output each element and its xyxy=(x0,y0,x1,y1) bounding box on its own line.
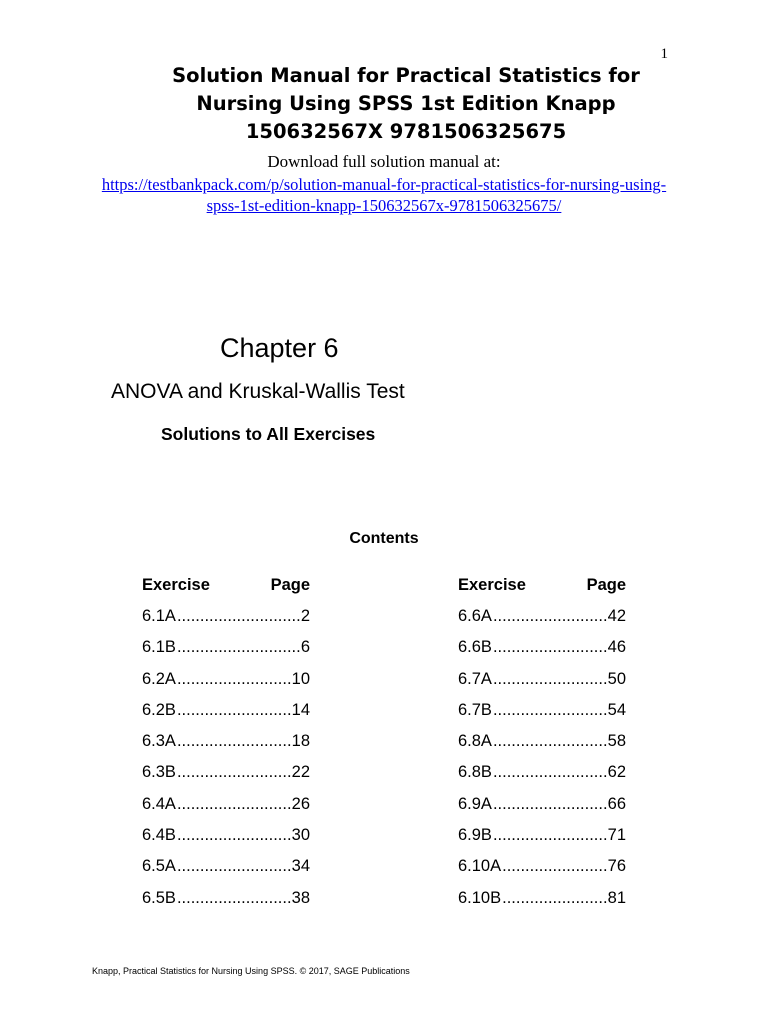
toc-page: 62 xyxy=(607,763,626,782)
toc-row[interactable] xyxy=(458,763,626,794)
toc-leader xyxy=(177,701,291,720)
toc-header-page: Page xyxy=(586,576,626,594)
toc-leader xyxy=(177,763,291,782)
toc-page: 34 xyxy=(291,857,310,876)
toc-page: 38 xyxy=(291,888,310,907)
toc-row[interactable] xyxy=(142,732,310,763)
chapter-heading: Chapter 6 xyxy=(220,333,339,363)
toc-page: 50 xyxy=(607,669,626,688)
toc-page: 58 xyxy=(607,732,626,751)
contents-heading: Contents xyxy=(349,530,419,547)
toc-page: 71 xyxy=(607,826,626,845)
toc-exercise: 6.9A xyxy=(458,794,492,813)
toc-exercise: 6.10B xyxy=(458,888,502,907)
toc-exercise: 6.5A xyxy=(142,857,176,876)
toc-leader xyxy=(493,763,607,782)
toc-page: 54 xyxy=(607,700,626,719)
toc-exercise: 6.7A xyxy=(458,669,492,688)
toc-header-exercise: Exercise xyxy=(142,576,210,594)
title-line: 150632567X 9781506325675 xyxy=(245,120,567,143)
toc-row[interactable] xyxy=(142,701,310,732)
download-label: Download full solution manual at: xyxy=(267,152,501,171)
page-footer: Knapp, Practical Statistics for Nursing Using SPSS. © 2017, SAGE Publications xyxy=(92,966,410,976)
toc-page: 26 xyxy=(291,794,310,813)
toc-row[interactable] xyxy=(458,607,626,638)
toc-row[interactable] xyxy=(458,795,626,826)
toc-leader xyxy=(493,701,607,720)
toc-page: 10 xyxy=(291,669,310,688)
toc-exercise: 6.9B xyxy=(458,826,492,845)
toc-row[interactable] xyxy=(142,638,310,669)
toc-leader xyxy=(493,638,607,657)
toc-exercise: 6.3A xyxy=(142,732,176,751)
toc-exercise: 6.2A xyxy=(142,669,176,688)
toc-row[interactable] xyxy=(458,638,626,669)
toc-exercise: 6.6A xyxy=(458,607,492,625)
title-line: Solution Manual for Practical Statistics for xyxy=(172,64,640,87)
toc-header-exercise: Exercise xyxy=(458,576,526,594)
toc-column-right xyxy=(458,576,626,920)
toc-exercise: 6.7B xyxy=(458,700,492,719)
solutions-heading: Solutions to All Exercises xyxy=(161,424,376,444)
toc-row[interactable] xyxy=(142,763,310,794)
toc-exercise: 6.6B xyxy=(458,638,492,657)
toc-row[interactable] xyxy=(458,732,626,763)
toc-row[interactable] xyxy=(142,607,310,638)
toc-exercise: 6.1B xyxy=(142,638,176,657)
toc-leader xyxy=(502,889,607,908)
toc-leader xyxy=(177,607,300,626)
download-link[interactable]: https://testbankpack.com/p/solution-manual-for-practical-statistics-for-nursing-using-spss-1st-edition-knapp-150632567x-9781506325675/ xyxy=(101,175,667,215)
toc-page: 6 xyxy=(300,638,310,657)
toc-page: 30 xyxy=(291,826,310,845)
document-title xyxy=(0,62,768,146)
toc-leader xyxy=(177,732,291,751)
toc-row[interactable] xyxy=(142,795,310,826)
toc-row[interactable] xyxy=(142,826,310,857)
toc-leader xyxy=(493,607,607,626)
toc-page: 66 xyxy=(607,794,626,813)
toc-exercise: 6.3B xyxy=(142,763,176,782)
toc-leader xyxy=(177,826,291,845)
toc-row[interactable] xyxy=(458,670,626,701)
toc-row[interactable] xyxy=(458,826,626,857)
toc-leader xyxy=(493,732,607,751)
toc-page: 42 xyxy=(607,607,626,625)
toc-exercise: 6.4B xyxy=(142,826,176,845)
toc-exercise: 6.2B xyxy=(142,700,176,719)
title-line: Nursing Using SPSS 1st Edition Knapp xyxy=(196,92,616,115)
toc-exercise: 6.1A xyxy=(142,607,176,625)
toc-exercise: 6.8A xyxy=(458,732,492,751)
toc-leader xyxy=(493,826,607,845)
toc-row[interactable] xyxy=(458,857,626,888)
toc-exercise: 6.8B xyxy=(458,763,492,782)
toc-leader xyxy=(177,795,291,814)
toc-row[interactable] xyxy=(142,889,310,920)
toc-exercise: 6.5B xyxy=(142,888,176,907)
toc-page: 81 xyxy=(607,888,626,907)
toc-exercise: 6.4A xyxy=(142,794,176,813)
toc-page: 14 xyxy=(291,700,310,719)
toc-header xyxy=(458,576,626,607)
page-number: 1 xyxy=(660,46,668,62)
toc-leader xyxy=(177,857,291,876)
toc-leader xyxy=(493,670,607,689)
toc-leader xyxy=(177,638,300,657)
toc-leader xyxy=(493,795,607,814)
toc-header xyxy=(142,576,310,607)
toc-header-page: Page xyxy=(270,576,310,594)
toc-exercise: 6.10A xyxy=(458,857,502,876)
toc-column-left xyxy=(142,576,310,920)
toc-page: 18 xyxy=(291,732,310,751)
toc-row[interactable] xyxy=(458,889,626,920)
toc-page: 76 xyxy=(607,857,626,876)
chapter-title: ANOVA and Kruskal-Wallis Test xyxy=(111,380,405,403)
toc-leader xyxy=(177,889,291,908)
toc-leader xyxy=(502,857,607,876)
toc-row[interactable] xyxy=(142,670,310,701)
toc-page: 46 xyxy=(607,638,626,657)
toc-row[interactable] xyxy=(458,701,626,732)
toc-page: 2 xyxy=(300,607,310,625)
toc-leader xyxy=(177,670,291,689)
toc-page: 22 xyxy=(291,763,310,782)
toc-row[interactable] xyxy=(142,857,310,888)
